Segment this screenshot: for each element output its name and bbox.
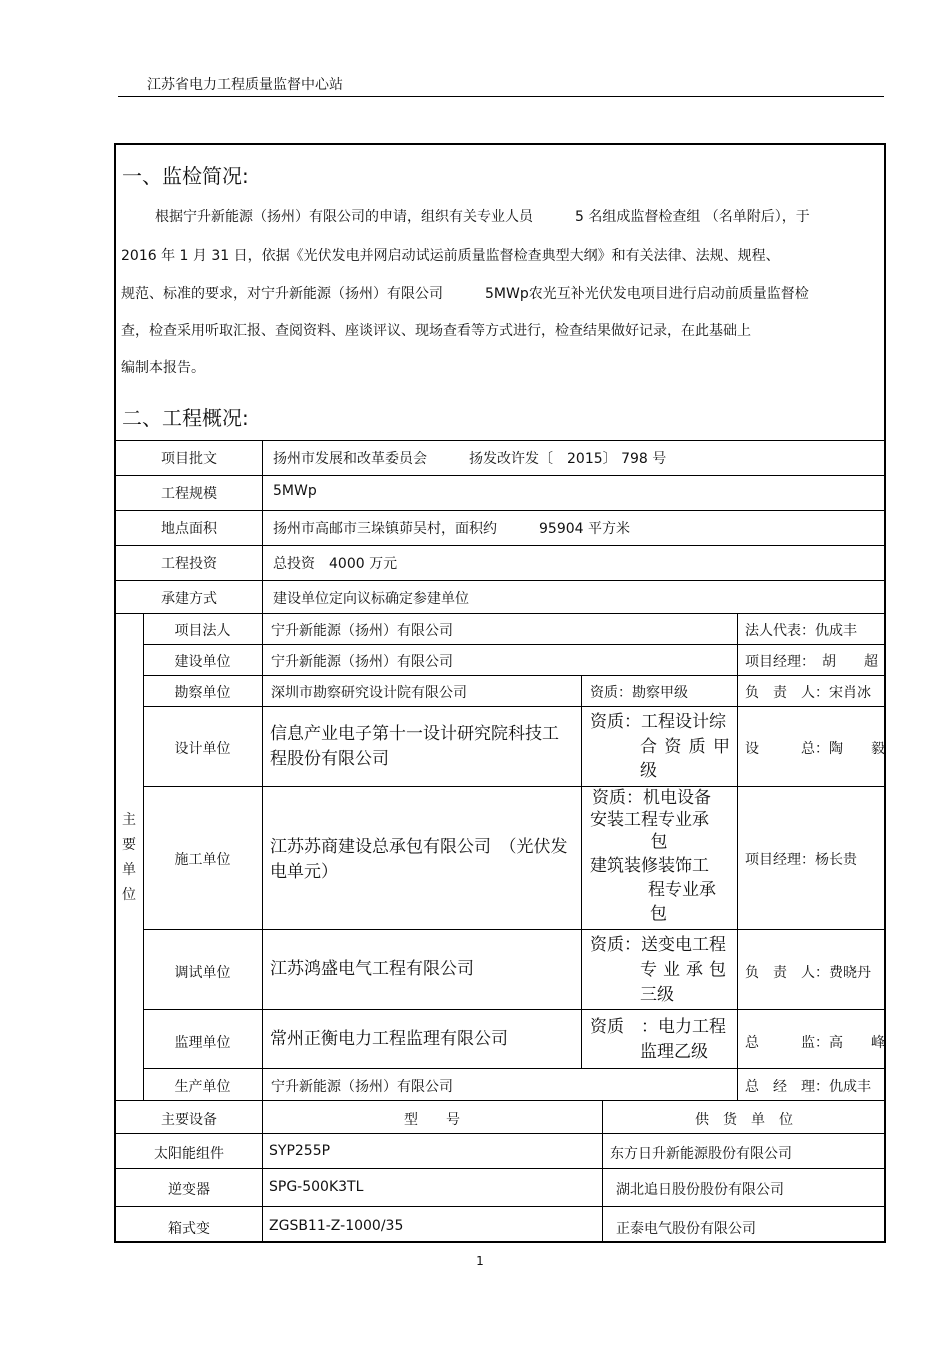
equipment-row-model: SYP255P: [269, 1143, 331, 1159]
construct-qual-5: 程专业承: [648, 880, 716, 900]
equipment-row-supplier: 湖北追日股份股份有限公司: [616, 1182, 784, 1198]
equipment-row-model: SPG-500K3TL: [269, 1179, 364, 1195]
construct-qual-1: 资质：机电设备: [592, 788, 711, 808]
equipment-row-label: 箱式变: [168, 1221, 210, 1237]
produce-person: 总 经 理：仇成丰: [745, 1079, 871, 1095]
construct-label: 施工单位: [174, 852, 231, 868]
equipment-row-label: 太阳能组件: [154, 1146, 224, 1162]
section1-line2: 2016 年 1 月 31 日，依据《光伏发电并网启动试运前质量监督检查典型大纲》和有关法律、法规、规程、: [121, 248, 780, 264]
section1-title: 一、监检简况:: [122, 164, 249, 188]
survey-label: 勘察单位: [174, 685, 231, 701]
table-line: [116, 580, 886, 581]
design-qual-line1: 资质：工程设计综: [590, 712, 726, 732]
section1-line3: 规范、标准的要求，对宁升新能源（扬州）有限公司 5MWp农光互补光伏发电项目进行启动前质量监督检: [121, 286, 809, 302]
design-label: 设计单位: [174, 741, 231, 757]
design-person: 设 总：陶 毅: [745, 741, 885, 757]
design-qual-line2: 合 资 质 甲: [640, 737, 730, 757]
location-value: 扬州市高邮市三垛镇茆吴村，面积约 95904 平方米: [273, 521, 630, 537]
table-line: [143, 929, 886, 930]
investment-label: 工程投资: [161, 556, 217, 572]
design-name: 信息产业电子第十一设计研究院科技工程股份有限公司: [270, 724, 559, 769]
survey-name: 深圳市勘察研究设计院有限公司: [271, 685, 467, 701]
debug-qual-line3: 三级: [640, 985, 674, 1005]
supervise-label: 监理单位: [174, 1035, 231, 1051]
table-line: [262, 613, 263, 1100]
table-line: [116, 510, 886, 511]
legal-name: 宁升新能源（扬州）有限公司: [271, 623, 453, 639]
legal-label: 项目法人: [174, 623, 231, 639]
legal-person: 法人代表：仇成丰: [745, 623, 857, 639]
build-person: 项目经理： 胡 超: [745, 654, 878, 670]
table-line: [737, 613, 738, 1100]
table-line: [116, 1133, 886, 1134]
survey-person: 负 责 人：宋肖冰: [745, 685, 871, 701]
design-qual-line3: 级: [640, 761, 657, 781]
equipment-row-label: 逆变器: [168, 1182, 210, 1198]
table-line: [262, 440, 263, 613]
equipment-header-label: 主要设备: [161, 1112, 217, 1128]
method-value: 建设单位定向议标确定参建单位: [273, 591, 469, 607]
equipment-row-model: ZGSB11-Z-1000/35: [269, 1218, 404, 1234]
header-divider: [118, 96, 884, 97]
debug-qual-line2: 专 业 承 包: [640, 960, 726, 980]
section2-title: 二、工程概况:: [122, 406, 249, 430]
equipment-row-supplier: 正泰电气股份有限公司: [616, 1221, 756, 1237]
construct-qual-4: 建筑装修装饰工: [590, 856, 709, 876]
table-line: [116, 1168, 886, 1169]
location-label: 地点面积: [161, 521, 217, 537]
construct-qual-2: 安装工程专业承: [590, 810, 709, 830]
debug-qual-line1: 资质：送变电工程: [590, 935, 726, 955]
table-line: [581, 675, 582, 1068]
build-name: 宁升新能源（扬州）有限公司: [271, 654, 453, 670]
equipment-header-supplier: 供 货 单 位: [695, 1112, 793, 1128]
page-number: 1: [476, 1254, 484, 1268]
investment-value: 总投资 4000 万元: [273, 556, 398, 572]
supervise-qual-line2: 监理乙级: [640, 1042, 708, 1062]
header-org: 江苏省电力工程质量监督中心站: [147, 77, 343, 93]
build-label: 建设单位: [174, 654, 231, 670]
table-line: [143, 1068, 886, 1069]
construct-qual-3: 包: [650, 832, 668, 852]
method-label: 承建方式: [161, 591, 217, 607]
table-line: [143, 706, 886, 707]
table-line: [116, 613, 886, 614]
supervise-name: 常州正衡电力工程监理有限公司: [270, 1029, 508, 1049]
equipment-header-model: 型 号: [404, 1112, 460, 1128]
section1-line4: 查，检查采用听取汇报、查阅资料、座谈评议、现场查看等方式进行，检查结果做好记录，在此基础上: [121, 323, 751, 339]
table-line: [143, 1009, 886, 1010]
produce-name: 宁升新能源（扬州）有限公司: [271, 1079, 453, 1095]
table-line: [116, 1206, 886, 1207]
construct-name: 江苏苏商建设总承包有限公司 （光伏发电单元）: [270, 837, 568, 882]
scale-value: 5MWp: [273, 483, 317, 499]
table-line: [116, 545, 886, 546]
equipment-row-supplier: 东方日升新能源股份有限公司: [610, 1146, 792, 1162]
table-line: [143, 675, 886, 676]
supervise-person: 总 监：高 峰: [745, 1035, 885, 1051]
table-line: [116, 440, 886, 441]
table-line: [116, 1100, 886, 1101]
debug-label: 调试单位: [174, 965, 231, 981]
debug-person: 负 责 人：费晓丹: [745, 965, 871, 981]
construct-qual-6: 包: [650, 904, 667, 924]
table-line: [116, 475, 886, 476]
supervise-qual-line1: 资质 ：电力工程: [590, 1017, 726, 1037]
construct-person: 项目经理：杨长贵: [745, 852, 857, 868]
section1-line5: 编制本报告。: [121, 360, 205, 376]
survey-qual: 资质：勘察甲级: [590, 685, 688, 701]
units-group-label: 主要单位: [122, 812, 136, 903]
section1-line1: 根据宁升新能源（扬州）有限公司的申请，组织有关专业人员 5 名组成监督检查组 （名单附后），于: [155, 209, 810, 225]
scale-label: 工程规模: [161, 486, 217, 502]
approval-label: 项目批文: [161, 451, 217, 467]
produce-label: 生产单位: [174, 1079, 231, 1095]
table-line: [143, 644, 886, 645]
table-line: [143, 786, 886, 787]
approval-value: 扬州市发展和改革委员会 扬发改许发〔 2015〕 798 号: [273, 451, 667, 467]
debug-name: 江苏鸿盛电气工程有限公司: [270, 959, 474, 979]
